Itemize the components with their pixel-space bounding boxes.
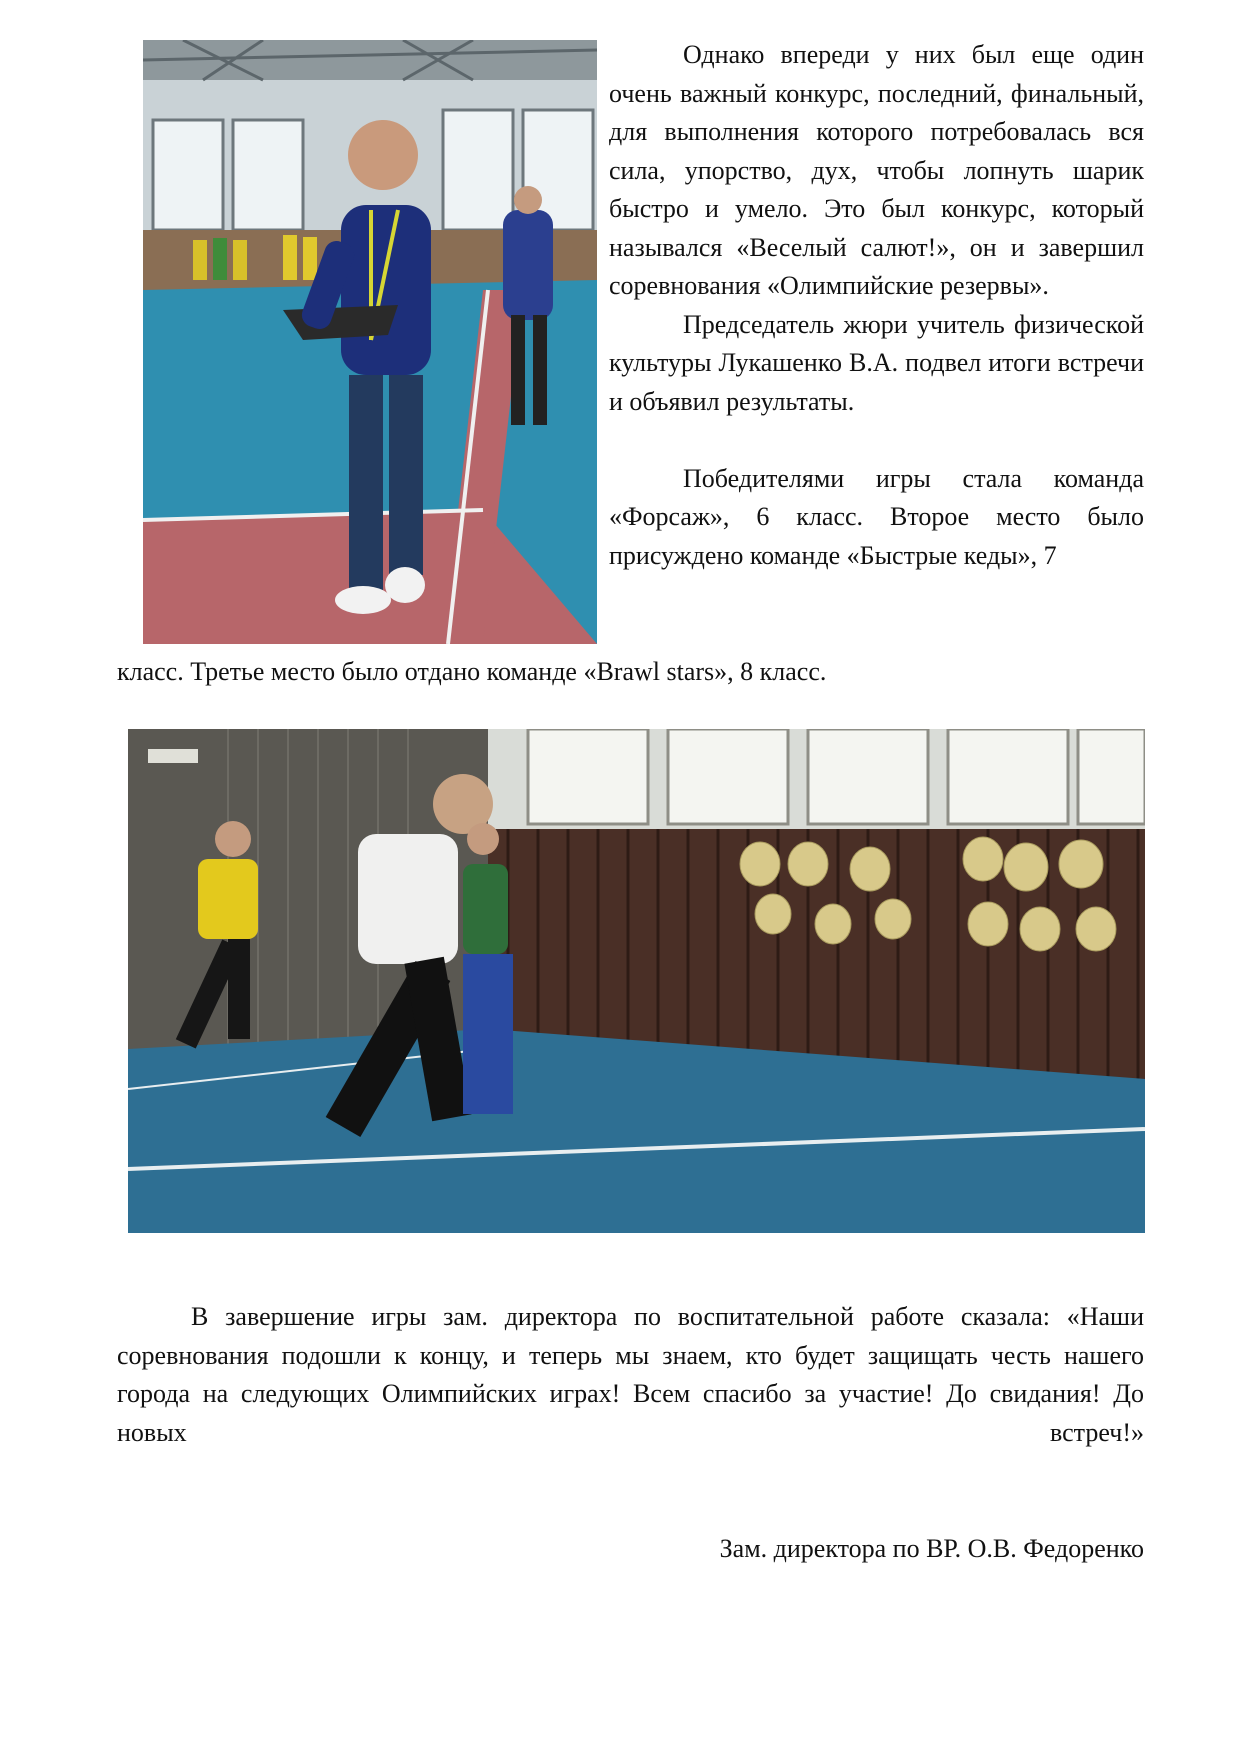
paragraph-final-contest: Однако впереди у них был еще один очень важный конкурс, последний, финальный, для выполнения которого потребовалась вся сила, упорство, дух, чтобы лопнуть шарик быстро и умело. Это был конкурс, который назывался «Веселый салют!», он и завершил соревнования «Олимпийские резервы». — [609, 40, 1144, 300]
paragraph-winners-continued: класс. Третье место было отдано команде «Brawl stars», 8 класс. — [117, 657, 827, 686]
photo-judge — [143, 40, 597, 644]
signature: Зам. директора по ВР. О.В. Федоренко — [719, 1534, 1144, 1563]
paragraph-winners: Победителями игры стала команда «Форсаж», 6 класс. Второе место было присуждено команде «Быстрые кеды», 7 — [609, 463, 1144, 570]
right-column-text — [609, 36, 1144, 575]
closing-text — [117, 1298, 1144, 1452]
photo-balloon-contest — [128, 729, 1145, 1233]
paragraph-closing-speech: В завершение игры зам. директора по воспитательной работе сказала: «Наши соревнования подошли к концу, и теперь мы знаем, кто будет защищать честь нашего города на следующих Олимпийских играх! Всем спасибо за участие! До свидания! До новых встреч!» — [117, 1302, 1144, 1447]
paragraph-jury-chairman: Председатель жюри учитель физической культуры Лукашенко В.А. подвел итоги встречи и объявил результаты. — [609, 309, 1144, 416]
